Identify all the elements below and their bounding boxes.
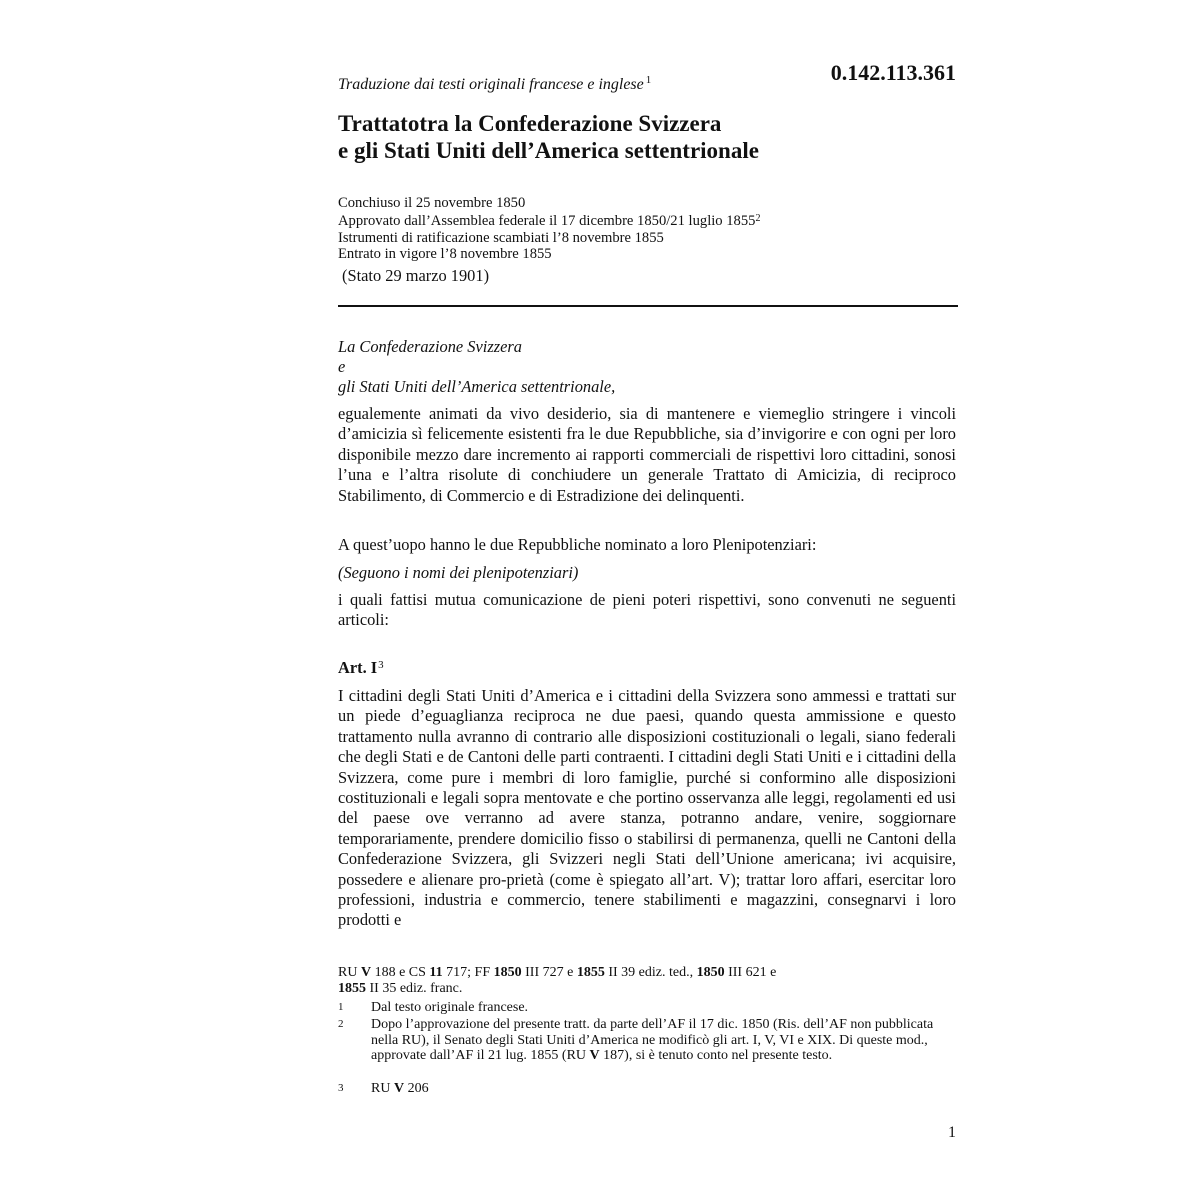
translation-note-text: Traduzione dai testi originali francese e inglese (338, 76, 644, 93)
translation-note (338, 74, 651, 94)
fn-src-bold: 1855 (576, 965, 605, 980)
meta-concluded: Conchiuso il 25 novembre 1850 (338, 195, 526, 211)
meta-in-force: Entrato in vigore l’8 novembre 1855 (338, 246, 552, 263)
footnote-number: 2 (338, 1018, 344, 1030)
document-title (338, 110, 759, 164)
preamble-paragraph-2: A quest’uopo hanno le due Repubbliche nominato a loro Plenipotenziari: (338, 535, 817, 554)
preamble-party-1: La Confederazione Svizzera (338, 337, 522, 356)
footnote-ref-3[interactable]: 3 (378, 659, 384, 671)
preamble-party-2: gli Stati Uniti dell’America settentrionale, (338, 377, 616, 396)
fn-text-part: 187), si è tenuto conto nel presente testo. (599, 1048, 833, 1064)
fn-src-text: RU (338, 965, 361, 980)
fn-src-bold: 11 (429, 965, 443, 980)
fn-src-bold: 1850 (493, 965, 522, 980)
footnote-source (338, 965, 958, 996)
fn-src-bold: V (360, 965, 372, 980)
article-1-text: I cittadini degli Stati Uniti d’America e i cittadini della Svizzera sono ammessi e trattati sur un piede d’eguaglianza reciproca ne due paesi, quando questa ammissione e questo trattamento nulla avranno di contrario alle disposizioni costituzionali o legali, siano federali che degli Stati e de Cantoni delle parti contraenti. I cittadini degli Stati Uniti e i cittadini della Svizzera, come pure i membri di loro famiglie, purché si conformino alle disposizioni costituzionali e legali sopra mentovate e che portino osservanza alle leggi, regolamenti ed usi del paese ove verranno ad avere stanza, potranno andare, venire, soggiornare temporariamente, prendere domicilio fisso o stabilirsi di permanenza, quelli ne Cantoni della Confederazione Svizzera, gli Svizzeri negli Stati dell’Unione americana; ivi acquisire, possedere e alienare pro-prietà (come è spiegato all’art. V); trattar loro affari, esercitar loro professioni, industria e commercio, tenere stabilimenti e magazzini, consegnarvi i loro prodotti e (338, 686, 956, 930)
meta-ratification: Istrumenti di ratificazione scambiati l’8 novembre 1855 (338, 229, 664, 246)
footnote-1 (338, 1000, 958, 1016)
title-line-1: Trattatotra la Confederazione Svizzera (338, 111, 722, 136)
preamble-paragraph-1: egualemente animati da vivo desiderio, sia di mantenere e viemeglio stringere i vincoli d’amicizia sì felicemente esistenti fra le due Repubbliche, sia d’invigorire e con ogni per loro disponibile mezzo dare incremento ai rapporti commerciali de rispettivi loro cittadini, sonosi l’una e l’altra risolute di conchiudere un generale Trattato di Amicizia, di reciproco Stabilimento, di Commercio e di Estradizione dei delinquenti. (338, 404, 956, 505)
status-date: (Stato 29 marzo 1901) (342, 266, 490, 285)
page-number: 1 (948, 1124, 956, 1141)
fn-text-part: 206 (404, 1081, 429, 1096)
fn-src-text: III 727 e (521, 965, 577, 980)
fn-src-text: II 39 ediz. ted., (604, 965, 697, 980)
fn-src-text: 188 e CS (371, 965, 430, 980)
meta-approved-text: Approvato dall’Assemblea federale il 17 dicembre 1850/21 luglio 1855 (338, 213, 756, 230)
header-divider (338, 305, 958, 307)
document-meta (338, 195, 760, 263)
preamble-conjunction: e (338, 357, 346, 376)
footnote-text (371, 1081, 958, 1097)
preamble-paragraph-4: i quali fattisi mutua comunicazione de pieni poteri rispettivi, sono convenuti ne seguenti articoli: (338, 590, 956, 630)
article-1-title: Art. I (338, 658, 378, 677)
fn-text-bold: V (393, 1081, 405, 1096)
fn-src-bold: 1855 (338, 980, 366, 996)
footnote-2 (338, 1017, 958, 1064)
fn-src-text: II 35 ediz. franc. (366, 980, 463, 996)
fn-src-bold: 1850 (696, 965, 725, 980)
fn-src-text: III 621 e (724, 965, 777, 980)
fn-text-part: Dopo l’approvazione del presente tratt. da parte dell’AF il 17 dic. 1850 (Ris. dell’AF non pubblicata nella RU), il Senato degli Stati Uniti d’America ne modificò gli art. I, V, VI e XIX. Di queste mod., approvate dall’AF il 21 lug. 1855 (RU (371, 1017, 934, 1064)
footnote-text: Dal testo originale francese. (371, 1000, 529, 1015)
sr-number: 0.142.113.361 (830, 60, 956, 85)
meta-approved (338, 211, 760, 229)
footnote-3 (338, 1081, 958, 1097)
fn-src-text: 717; FF (442, 965, 494, 980)
footnote-ref-1[interactable]: 1 (645, 74, 652, 86)
preamble-paragraph-3: (Seguono i nomi dei plenipotenziari) (338, 563, 579, 582)
article-1-heading (338, 658, 384, 678)
title-line-2: e gli Stati Uniti dell’America settentrionale (338, 138, 759, 163)
footnote-ref-2[interactable]: 2 (755, 213, 761, 225)
fn-text-bold: V (589, 1048, 600, 1064)
fn-text-part: RU (371, 1081, 394, 1096)
footnote-number: 3 (338, 1082, 344, 1094)
footnote-text (371, 1017, 958, 1064)
footnote-number: 1 (338, 1001, 344, 1013)
